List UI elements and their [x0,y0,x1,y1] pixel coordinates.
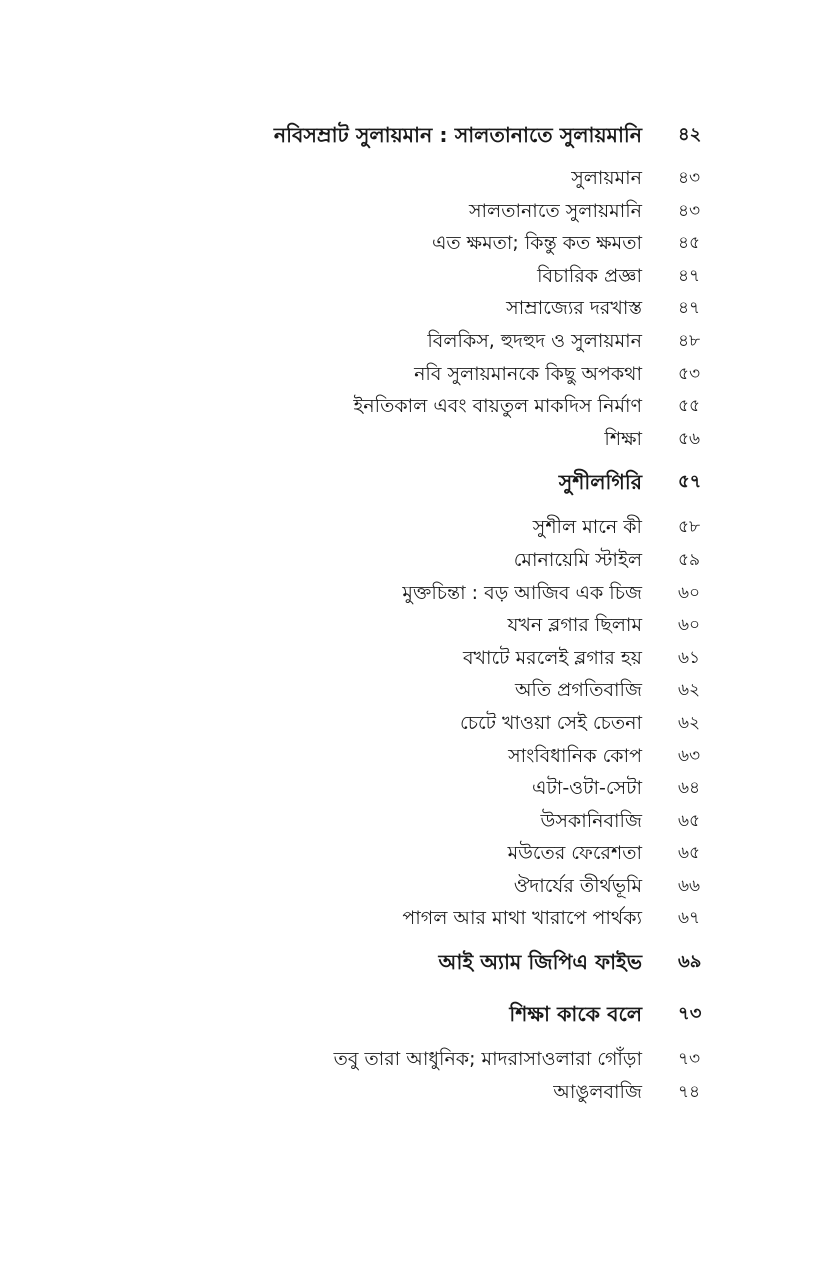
table-of-contents [0,118,825,1108]
section-title: মুক্তচিন্তা : বড় আজিব এক চিজ [402,581,642,604]
toc-entry [0,260,825,293]
toc-entry [0,1043,825,1076]
section-title: ইনতিকাল এবং বায়তুল মাকদিস নির্মাণ [353,395,642,418]
toc-entry [0,358,825,391]
toc-entry [0,1076,825,1109]
page-number: ৬৯ [678,951,702,973]
page-number: ৫৯ [678,549,701,570]
page-number: ৬৫ [678,843,701,864]
chapter-title: শিক্ষা কাকে বলে [509,1002,642,1027]
toc-entry [0,227,825,260]
section-title: এত ক্ষমতা; কিন্তু কত ক্ষমতা [431,232,642,255]
toc-entry [0,870,825,903]
page-number: ৬২ [678,712,701,733]
page-number: ৫৬ [678,428,701,449]
section-title: সাম্রাজ্যের দরখাস্ত [506,297,642,320]
page-number: ৬৪ [678,778,701,799]
section-title: এটা-ওটা-সেটা [532,777,642,800]
toc-entry [0,195,825,228]
toc-entry [0,325,825,358]
section-title: ঔদার্যের তীর্থভূমি [513,874,642,897]
toc-entry [0,642,825,675]
section-title: সালতানাতে সুলায়মানি [468,199,642,222]
page-number: ৬৫ [678,810,701,831]
toc-entry [0,292,825,325]
chapter-title: নবিসম্রাট সুলায়মান : সালতানাতে সুলায়মানি [273,123,642,147]
section-title: উসকানিবাজি [540,809,642,832]
section-title: মোনায়েমি স্টাইল [513,548,642,571]
toc-entry [0,577,825,610]
section-title: আঙুলবাজি [553,1080,642,1103]
page-number: ৬৬ [678,875,701,896]
chapter-title: আই অ্যাম জিপিএ ফাইভ [438,950,642,975]
toc-entry [0,423,825,456]
page-number: ৪৭ [678,265,701,286]
toc-entry [0,544,825,577]
page-number: ৪৮ [678,330,701,351]
page-number: ৬২ [678,680,701,701]
page-number: ৬৩ [678,745,701,766]
section-title: সাংবিধানিক কোপ [508,744,642,767]
page-number: ৪৩ [678,200,701,221]
toc-chapter-heading [0,118,825,158]
section-title: বিলকিস, হুদহুদ ও সুলায়মান [427,329,642,352]
page-number: ৭৩ [678,1003,702,1025]
toc-entry [0,740,825,773]
page-number: ৪২ [678,124,702,145]
page-number: ৪৩ [678,168,701,188]
section-title: শিক্ষা [604,427,642,450]
page-number: ৫৫ [678,396,701,417]
toc-entry [0,511,825,544]
page-number: ৪৫ [678,233,701,254]
section-title: চেটে খাওয়া সেই চেতনা [460,711,642,734]
toc-chapter-heading [0,997,825,1039]
toc-entry [0,162,825,195]
section-title: তবু তারা আধুনিক; মাদরাসাওলারা গোঁড়া [333,1048,642,1071]
section-title: বিচারিক প্রজ্ঞা [537,264,642,287]
page-number: ৪৭ [678,298,701,319]
chapter-title: সুশীলগিরি [558,470,642,495]
section-title: মউতের ফেরেশতা [507,842,642,865]
section-title: পাগল আর মাথা খারাপে পার্থক্য [402,907,642,930]
toc-entry [0,609,825,642]
page-number: ৭৪ [678,1081,701,1102]
page-number: ৬০ [678,582,701,603]
page-number: ৬০ [678,615,701,636]
toc-entry [0,674,825,707]
section-title: বখাটে মরলেই ব্লগার হয় [462,646,642,669]
page-number: ৭৩ [678,1049,701,1070]
toc-chapter-heading [0,465,825,507]
page-number: ৬৭ [678,908,701,929]
page-number: ৬১ [678,647,701,668]
toc-entry [0,805,825,838]
toc-entry [0,902,825,935]
toc-entry [0,707,825,740]
toc-entry [0,390,825,423]
section-title: নবি সুলায়মানকে কিছু অপকথা [414,362,642,385]
section-title: সুশীল মানে কী [532,516,642,539]
toc-entry [0,837,825,870]
toc-chapter-heading [0,945,825,987]
page-number: ৫৮ [678,517,701,538]
page-number: ৫৭ [678,471,702,493]
section-title: যখন ব্লগার ছিলাম [507,614,642,637]
section-title: সুলায়মান [571,167,642,189]
toc-entry [0,772,825,805]
section-title: অতি প্রগতিবাজি [514,679,642,702]
page-number: ৫৩ [678,363,701,384]
